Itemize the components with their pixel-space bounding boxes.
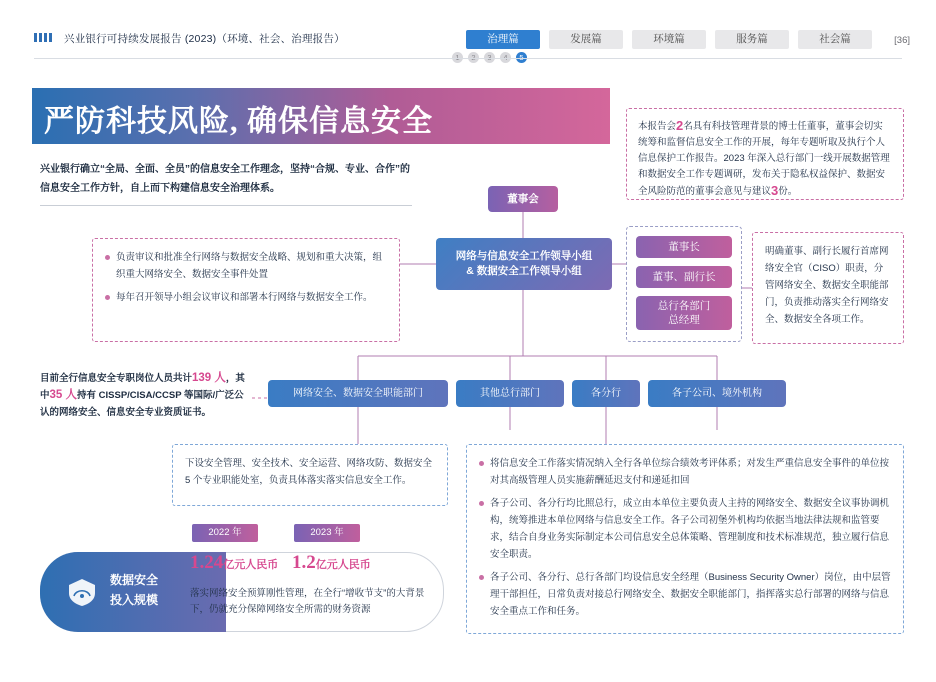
year-tag-2022: 2022 年 — [192, 524, 258, 542]
staff-note-part3: 持有 CISSP/CISA/CCSP 等国际/广泛公认的网络安全、信息安全专业资质证书。 — [40, 390, 244, 418]
investment-unit-2022: 亿元人民币 — [223, 559, 279, 571]
investment-number-2023: 1.2 — [292, 552, 316, 573]
investment-label-line1: 数据安全 — [110, 573, 159, 587]
staff-note-part1: 目前全行信息安全专职岗位人员共计 — [40, 373, 193, 384]
staff-certified-count: 35 人 — [49, 389, 78, 401]
board-note-box — [626, 108, 904, 200]
investment-label — [110, 570, 182, 610]
list-item: 负责审议和批准全行网络与数据安全战略、规划和重大决策，组织重大网络安全、数据安全事件处置 — [105, 249, 387, 283]
investment-value-2023 — [292, 552, 371, 574]
intro-paragraph: 兴业银行确立“全局、全面、全员”的信息安全工作理念，坚持“合规、专业、合作”的信息安全工作方针，自上而下构建信息安全治理体系。 — [40, 164, 410, 194]
node-dept-gm-line1: 总行各部门 — [657, 300, 711, 312]
list-item: 各子公司、各分行、总行各部门均设信息安全经理（Business Security Owner）岗位，由中层管理干部担任，日常负责对接总行网络安全、数据安全职能部门，指挥落实总行部署的网络与信息安全重点工作和任务。 — [479, 569, 891, 620]
page-number: [36] — [894, 35, 910, 46]
report-title: 兴业银行可持续发展报告 (2023)（环境、社会、治理报告） — [64, 33, 345, 45]
node-dept-branches: 各分行 — [572, 380, 640, 407]
tab-development[interactable]: 发展篇 — [549, 30, 623, 49]
header-divider — [34, 58, 902, 59]
implementation-box — [466, 444, 904, 634]
security-staff-note — [40, 370, 252, 421]
node-vice-president: 董事、副行长 — [636, 266, 732, 288]
node-leading-group-line2: & 数据安全工作领导小组 — [466, 265, 582, 277]
board-note-part1: 本报告会 — [638, 121, 677, 132]
intro-divider — [40, 205, 412, 206]
page-title: 严防科技风险, 确保信息安全 — [44, 105, 433, 138]
list-item: 将信息安全工作落实情况纳入全行各单位综合绩效考评体系；对发生严重信息安全事件的单位按对其高级管理人员实施薪酬延迟支付和递延扣回 — [479, 455, 891, 489]
year-tag-2023: 2023 年 — [294, 524, 360, 542]
ciso-duties-box: 明确董事、副行长履行首席网络安全官（CISO）职责，分管网络安全、数据安全职能部门，负责推动落实全行网络安全、数据安全各项工作。 — [752, 232, 904, 344]
node-leading-group-line1: 网络与信息安全工作领导小组 — [455, 250, 593, 262]
node-dept-other-hq: 其他总行部门 — [456, 380, 564, 407]
staff-note-part2: ，其中 — [40, 373, 245, 401]
security-divisions-box: 下设安全管理、安全技术、安全运营、网络攻防、数据安全 5 个专业职能处室，负责具体落实落实信息安全工作。 — [172, 444, 448, 506]
investment-description: 落实网络安全预算刚性管理，在全行“增收节支”的大背景下，仍就充分保障网络安全所需的财务资源 — [190, 588, 425, 615]
node-leading-group — [436, 238, 612, 290]
node-chairman: 董事长 — [636, 236, 732, 258]
investment-number-2022: 1.24 — [190, 552, 224, 573]
page-header — [0, 0, 936, 64]
board-note-count-directors: 2 — [676, 118, 684, 133]
tab-service[interactable]: 服务篇 — [715, 30, 789, 49]
investment-label-line2: 投入规模 — [110, 593, 159, 607]
board-note-count-opinions: 3 — [771, 183, 779, 198]
node-dept-security: 网络安全、数据安全职能部门 — [268, 380, 448, 407]
list-item: 每年召开领导小组会议审议和部署本行网络与数据安全工作。 — [105, 289, 387, 306]
tab-governance[interactable]: 治理篇 — [466, 30, 540, 49]
board-note-part3: 份。 — [778, 186, 798, 197]
tab-society[interactable]: 社会篇 — [798, 30, 872, 49]
list-item: 各子公司、各分行均比照总行，成立由本单位主要负责人主持的网络安全、数据安全议事协调机构，统筹推进本单位网络与信息安全工作。各子公司初堡外机构均依据当地法律法规和监管要求，结合自身业务实际制定本公司信息安全总体策略、管理制度和技术标准规范，独立履行信息安全职责。 — [479, 495, 891, 563]
board-note-part2: 名具有科技管理背景的博士任董事，董事会切实统筹和监督信息安全工作的开展，每年专题听取及执行个人信息保护工作报告。2023 年深入总行部门一线开展数据管理和数据安全工作专题调研，发布关于隐私权益保护、数据安全风险防范的董事会意见与建议 — [638, 121, 890, 197]
investment-value-2022 — [190, 552, 278, 574]
section-tabs[interactable] — [466, 30, 872, 49]
node-dept-subsidiaries: 各子公司、境外机构 — [648, 380, 786, 407]
tab-environment[interactable]: 环境篇 — [632, 30, 706, 49]
node-dept-gm-line2: 总经理 — [668, 314, 700, 326]
investment-unit-2023: 亿元人民币 — [315, 559, 371, 571]
staff-total-count: 139 人 — [192, 372, 226, 384]
logo-bars-icon — [34, 33, 52, 42]
node-dept-general-managers — [636, 296, 732, 330]
node-board-of-directors: 董事会 — [488, 186, 558, 212]
shield-data-icon — [66, 576, 98, 608]
leading-group-duties-box — [92, 238, 400, 342]
